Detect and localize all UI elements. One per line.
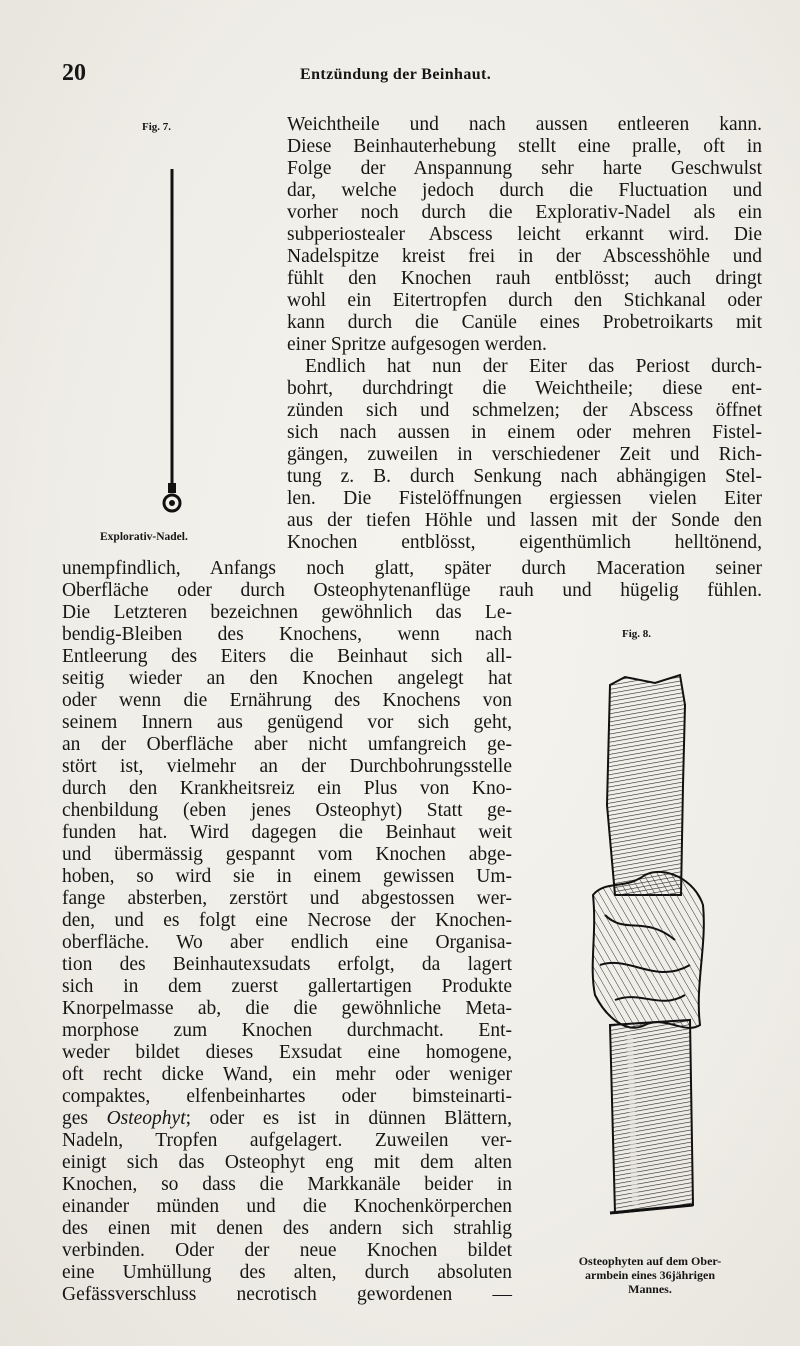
exploratory-needle-illustration xyxy=(150,165,190,515)
text-line-36: fange absterben, zerstört und abgestossen wer- xyxy=(62,888,512,909)
text-line-1: Weichtheile und nach aussen entleeren kann. xyxy=(287,114,762,135)
fig8-caption-line-2: armbein eines 36jährigen xyxy=(585,1268,715,1282)
text-line-25: Entleerung des Eiters die Beinhaut sich all- xyxy=(62,646,512,667)
text-line-33: funden hat. Wird dagegen die Beinhaut weit xyxy=(62,822,512,843)
fig8-label: Fig. 8. xyxy=(622,628,652,640)
text-line-43: weder bildet dieses Exsudat eine homogene, xyxy=(62,1042,512,1063)
fig7-caption: Explorativ-Nadel. xyxy=(100,531,188,543)
text-line-37: den, und es folgt eine Necrose der Knochen- xyxy=(62,910,512,931)
text-line-44: oft recht dicke Wand, ein mehr oder weniger xyxy=(62,1064,512,1085)
text-line-52: verbinden. Oder der neue Knochen bildet xyxy=(62,1240,512,1261)
text-line-46-end: ; oder es ist in dünnen Blättern, xyxy=(185,1108,512,1129)
fig7-label: Fig. 7. xyxy=(142,121,172,133)
text-line-21: unempfindlich, Anfangs noch glatt, später durch Maceration seiner xyxy=(62,558,762,579)
text-line-24: bendig-Bleiben des Knochens, wenn nach xyxy=(62,624,512,645)
fig8-caption xyxy=(555,1254,745,1296)
fig8-caption-line-1: Osteophyten auf dem Ober- xyxy=(578,1254,722,1268)
text-line-35: hoben, so wird sie in einem gewissen Um- xyxy=(62,866,512,887)
text-line-46-start: ges xyxy=(62,1108,107,1129)
text-line-4: dar, welche jedoch durch die Fluctuation und xyxy=(287,180,762,201)
text-line-8: fühlt den Knochen rauh entblösst; auch dringt xyxy=(287,268,762,289)
text-line-31: durch den Krankheitsreiz ein Plus von Kno- xyxy=(62,778,512,799)
text-line-30: stört ist, vielmehr an der Durchbohrungsstelle xyxy=(62,756,512,777)
bone-osteophyte-illustration xyxy=(585,665,715,1235)
text-line-26: seitig wieder an den Knochen angelegt hat xyxy=(62,668,512,689)
running-title: Entzündung der Beinhaut. xyxy=(300,66,492,83)
bone-lower-shaft xyxy=(610,1020,693,1213)
text-line-20: Knochen entblösst, eigenthümlich helltönend, xyxy=(287,532,762,553)
text-line-54: Gefässverschluss necrotisch gewordenen — xyxy=(62,1284,512,1305)
text-line-29: an der Oberfläche aber nicht umfangreich ge- xyxy=(62,734,512,755)
text-line-39: tion des Beinhautexsudats erfolgt, da lagert xyxy=(62,954,512,975)
text-line-3: Folge der Anspannung sehr harte Geschwulst xyxy=(287,158,762,179)
text-line-51: des einen mit denen des andern sich strahlig xyxy=(62,1218,512,1239)
text-line-15: sich nach aussen in einem oder mehren Fistel- xyxy=(287,422,762,443)
text-line-10: kann durch die Canüle eines Probetroikarts mit xyxy=(287,312,762,333)
text-line-47: Nadeln, Tropfen aufgelagert. Zuweilen ver- xyxy=(62,1130,512,1151)
bone-upper-shaft xyxy=(607,675,685,895)
text-line-34: und übermässig gespannt vom Knochen abge- xyxy=(62,844,512,865)
text-line-46-italic: Osteophyt xyxy=(106,1108,186,1129)
text-line-17: tung z. B. durch Senkung nach abhängigen Stel- xyxy=(287,466,762,487)
text-line-19: aus der tiefen Höhle und lassen mit der Sonde den xyxy=(287,510,762,531)
text-line-32: chenbildung (eben jenes Osteophyt) Statt ge- xyxy=(62,800,512,821)
text-line-6: subperiostealer Abscess leicht erkannt wird. Die xyxy=(287,224,762,245)
text-line-27: oder wenn die Ernährung des Knochens von xyxy=(62,690,512,711)
text-line-46 xyxy=(62,1108,512,1130)
text-line-16: gängen, zuweilen in verschiedener Zeit und Rich- xyxy=(287,444,762,465)
text-line-28: seinem Innern aus genügend vor sich geht, xyxy=(62,712,512,733)
text-line-7: Nadelspitze kreist frei in der Abscesshöhle und xyxy=(287,246,762,267)
text-line-14: zünden sich und schmelzen; der Abscess öffnet xyxy=(287,400,762,421)
text-line-2: Diese Beinhauterhebung stellt eine pralle, oft in xyxy=(287,136,762,157)
text-line-22: Oberfläche oder durch Osteophytenanflüge rauh und hügelig fühlen. xyxy=(62,580,762,601)
text-line-18: len. Die Fistelöffnungen ergiessen vielen Eiter xyxy=(287,488,762,509)
text-line-12: Endlich hat nun der Eiter das Periost durch- xyxy=(305,356,762,377)
page-number: 20 xyxy=(62,60,86,86)
text-line-50: einander münden und die Knochenkörperchen xyxy=(62,1196,512,1217)
needle-handle-core xyxy=(169,500,175,506)
text-line-11: einer Spritze aufgesogen werden. xyxy=(287,334,547,355)
needle-collar xyxy=(168,483,176,493)
text-line-5: vorher noch durch die Explorativ-Nadel als ein xyxy=(287,202,762,223)
text-line-13: bohrt, durchdringt die Weichtheile; diese ent- xyxy=(287,378,762,399)
text-line-49: Knochen, so dass die Markkanäle beider in xyxy=(62,1174,512,1195)
text-line-38: oberfläche. Wo aber endlich eine Organisa- xyxy=(62,932,512,953)
text-line-48: einigt sich das Osteophyt eng mit dem alten xyxy=(62,1152,512,1173)
text-line-42: morphose zum Knochen durchmacht. Ent- xyxy=(62,1020,512,1041)
text-line-9: wohl ein Eitertropfen durch den Stichkanal oder xyxy=(287,290,762,311)
text-line-45: compaktes, elfenbeinhartes oder bimsteinarti- xyxy=(62,1086,512,1107)
osteophyte-mass xyxy=(593,872,704,1028)
text-line-40: sich in dem zuerst gallertartigen Produkte xyxy=(62,976,512,997)
text-line-41: Knorpelmasse ab, die die gewöhnliche Meta- xyxy=(62,998,512,1019)
text-line-53: eine Umhüllung des alten, durch absoluten xyxy=(62,1262,512,1283)
text-line-23: Die Letzteren bezeichnen gewöhnlich das Le- xyxy=(62,602,512,623)
fig8-caption-line-3: Mannes. xyxy=(628,1282,672,1296)
